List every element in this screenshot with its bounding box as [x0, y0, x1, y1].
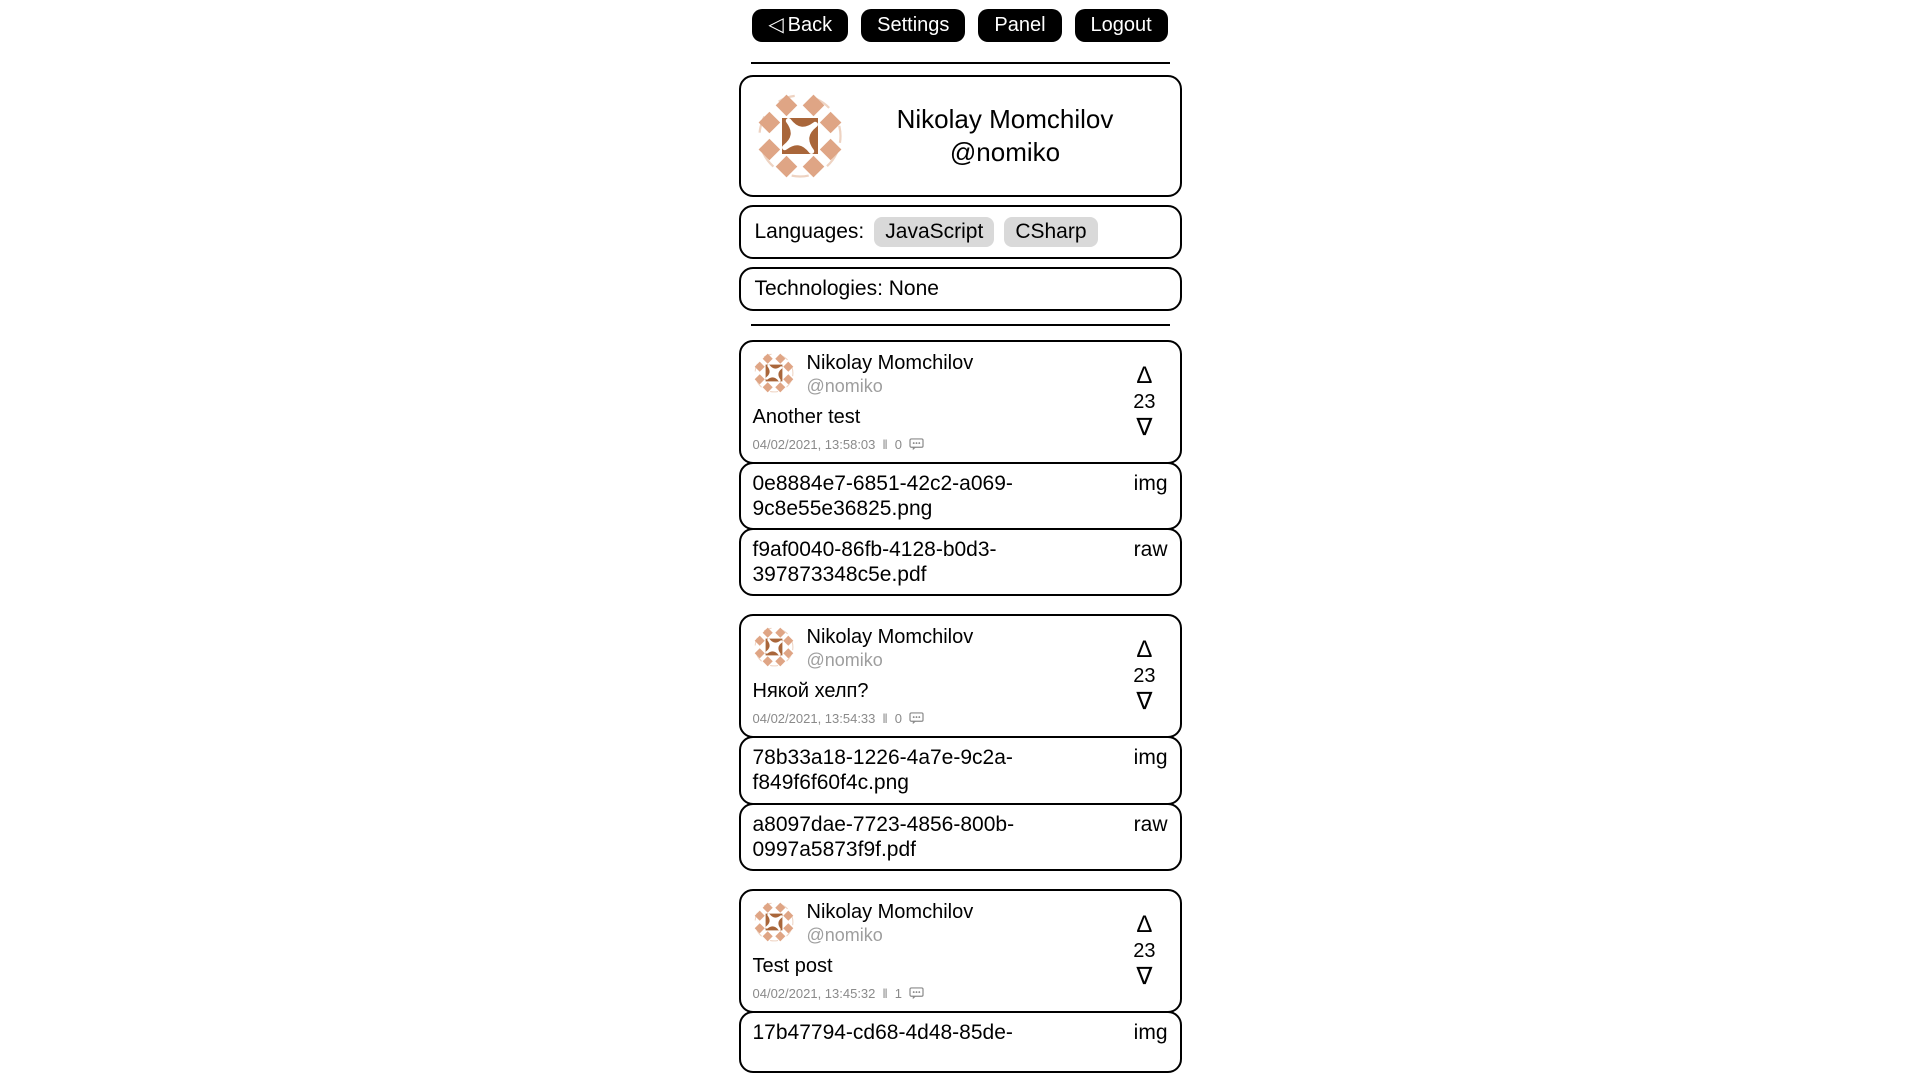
back-button[interactable]	[752, 9, 848, 42]
speech-balloon-icon	[909, 712, 924, 725]
language-tag-javascript[interactable]: JavaScript	[874, 217, 994, 247]
post-identicon-avatar	[753, 626, 795, 668]
speech-balloon-icon	[909, 438, 924, 451]
vote-score: 23	[1133, 665, 1156, 688]
vote-score: 23	[1133, 390, 1156, 413]
speech-balloon-icon	[909, 987, 924, 1000]
meta-separator: ‖	[882, 985, 888, 1001]
downvote-button[interactable]: ∇	[1136, 413, 1153, 441]
languages-label: Languages:	[754, 220, 865, 243]
back-button-label: Back	[787, 14, 833, 36]
attachment-filename: 0e8884e7-6851-42c2-a069-9c8e55e36825.png	[752, 471, 1013, 520]
post-author-name: Nikolay Momchilov	[806, 352, 974, 374]
post-author-name: Nikolay Momchilov	[806, 626, 974, 649]
post-header	[753, 352, 1168, 397]
vote-column	[1133, 910, 1156, 990]
vote-score: 23	[1133, 939, 1156, 962]
post-card[interactable]	[739, 889, 1182, 1013]
attachment-type-badge: img	[1133, 746, 1168, 770]
upvote-button[interactable]: Δ	[1136, 636, 1153, 664]
post-card[interactable]	[739, 614, 1182, 738]
page-container	[739, 0, 1182, 1073]
post-meta	[753, 437, 1168, 452]
profile-handle: @nomiko	[949, 137, 1061, 167]
comment-count: 0	[894, 436, 902, 452]
languages-card	[739, 205, 1182, 259]
post-title: Test post	[752, 954, 833, 977]
post-timestamp: 04/02/2021, 13:45:32	[752, 985, 876, 1001]
technologies-text: Technologies: None	[754, 277, 939, 300]
settings-button[interactable]: Settings	[861, 9, 965, 42]
vote-column	[1133, 638, 1155, 714]
attachment-type-badge: img	[1133, 1020, 1168, 1044]
post	[739, 889, 1182, 1073]
post	[739, 614, 1182, 870]
post	[739, 340, 1182, 596]
post-header	[753, 901, 1168, 946]
back-arrow-icon: ◁	[768, 14, 784, 36]
profile-name: Nikolay Momchilov	[896, 103, 1114, 134]
attachment-filename: 17b47794-cd68-4d48-85de-	[752, 1020, 1013, 1044]
attachment-filename: 78b33a18-1226-4a7e-9c2a-f849f6f60f4c.png	[752, 746, 1013, 795]
attachment-filename: f9af0040-86fb-4128-b0d3-397873348c5e.pdf	[752, 538, 997, 587]
language-tag-csharp[interactable]: CSharp	[1004, 217, 1097, 247]
attachment-type-badge: raw	[1133, 812, 1168, 836]
profile-card	[739, 75, 1182, 197]
post-author-handle: @nomiko	[806, 924, 883, 945]
post-card[interactable]	[739, 340, 1182, 464]
comment-count: 1	[894, 985, 902, 1001]
post-identicon-avatar	[753, 352, 795, 394]
post-author-handle: @nomiko	[806, 650, 883, 671]
downvote-button[interactable]: ∇	[1136, 962, 1153, 990]
posts-divider	[751, 324, 1170, 326]
vote-column	[1133, 361, 1156, 441]
downvote-button[interactable]: ∇	[1136, 688, 1153, 716]
profile-name-block	[845, 103, 1166, 170]
post-header	[753, 626, 1168, 671]
panel-button[interactable]: Panel	[978, 9, 1061, 42]
profile-identicon-avatar	[755, 91, 845, 181]
toolbar	[739, 9, 1182, 42]
post-title: Някой хелп?	[752, 680, 869, 703]
upvote-button[interactable]: Δ	[1136, 361, 1153, 389]
post-author-handle: @nomiko	[806, 376, 883, 396]
meta-separator: ‖	[882, 436, 888, 452]
logout-button[interactable]: Logout	[1075, 9, 1168, 42]
attachment-row[interactable]	[739, 462, 1182, 530]
post-timestamp: 04/02/2021, 13:54:33	[752, 711, 876, 727]
meta-separator: ‖	[882, 711, 888, 727]
post-author-name: Nikolay Momchilov	[806, 900, 974, 923]
attachment-row[interactable]	[739, 528, 1182, 596]
top-divider	[751, 62, 1170, 64]
post-meta	[753, 986, 1168, 1001]
attachment-row[interactable]	[739, 1011, 1182, 1073]
technologies-card	[739, 267, 1182, 311]
post-title: Another test	[752, 405, 861, 428]
post-identicon-avatar	[753, 901, 795, 943]
attachment-filename: a8097dae-7723-4856-800b-0997a5873f9f.pdf	[752, 812, 1015, 861]
attachment-row[interactable]	[739, 803, 1182, 871]
post-meta	[753, 711, 1168, 726]
upvote-button[interactable]: Δ	[1136, 910, 1153, 938]
attachment-type-badge: img	[1133, 471, 1168, 495]
attachment-row[interactable]	[739, 736, 1182, 804]
attachment-type-badge: raw	[1133, 538, 1168, 562]
post-timestamp: 04/02/2021, 13:58:03	[752, 436, 876, 452]
comment-count: 0	[894, 711, 902, 727]
